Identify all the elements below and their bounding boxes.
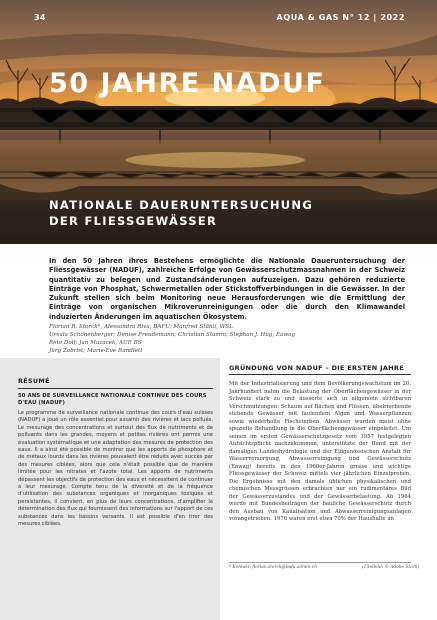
resume-title: 50 ANS DE SURVEILLANCE NATIONALE CONTINUE DES COURS D'EAU (NADUF) (18, 393, 207, 407)
page-number: 34 (34, 13, 46, 22)
contact-footnote: * Kontakt: florian.storck@bafu.admin.ch (229, 565, 317, 570)
resume-label: RÉSUMÉ (18, 378, 50, 385)
section-heading: GRÜNDUNG VON NADUF – DIE ERSTEN JAHRE (229, 364, 404, 372)
photo-credit: (Titelbild: © Adobe Stock) (362, 565, 420, 570)
author-line: Reto Dolf; Jan Mazacek, AUE BS (49, 340, 142, 346)
footnote-divider (229, 562, 411, 563)
subtitle-line-2: DER FLIESSGEWÄSSER (49, 214, 218, 228)
author-line: Florian R. Storck*, Alessandra Riva, BAFU; Manfred Stähli, WSL (49, 324, 233, 330)
resume-divider (18, 388, 213, 389)
author-line: Jürg Zobrist; Marie-Ève Randlett (49, 348, 143, 354)
author-line: Ursula Schönenberger; Denise Freudemann; Christian Stamm; Stephan J. Hug, Eawag (49, 332, 296, 338)
hero-photo (0, 0, 437, 244)
article-title: 50 JAHRE NADUF (49, 68, 326, 99)
section-divider (229, 374, 411, 375)
resume-body: Le programme de surveillance nationale continue des cours d'eau suisses (NADUF) a joué un rôle essentiel pour assainir des rivières et lacs pollués. Le mesurage des concentrations et surtout des flux de nutriments et de polluants dans les grandes, moyens et petites rivières ont permis une évaluation systématique et une adaptation des mesures de protection des eaux. Il a ainsi été possible de montrer que les apports de phosphore et de métaux lourds dans les rivières pouvaient être réduits avec succès par des mesures ciblées, alors que cela n'était possible que de manière limitée pour les nitrates et l'azote total. Les apports de nutriments dépassent les objectifs de protection des eaux et nécessitent de continuer à leur mesurage. Compte tenu de la diversité et de la fréquence d'utilisation des substances organiques et inorganiques toxiques et persistantes, il convient, en plus de leurs concentrations, d'amplifier la détermination des flux qui fournissent des informations sur l'apport de ces substances dans les bassins versants. Il est possible d'en tirer des mesures ciblées. (18, 410, 213, 528)
article-subtitle (49, 197, 313, 229)
section-body: Mit der Industrialisierung und dem Bevölkerungswachstum im 20. Jahrhundert nahm die Belastung der Oberflächengewässer in der Schweiz stark zu und äusserte sich in allgemein sichtbaren Verschmutzungen: Schaum auf Bächen und Flüssen, übelriechende stehende Gewässer mit faulendem Algen und Wasserpflanzen sowie wiederholte Fischsterben. Abwässer wurden meist ohne spezielle Behandlung in die Oberflächengewässer eingeleitet. Um seinen im ersten Gewässerschutzgesetz vom 1957 festgelegten Aufsichtspflicht nachzukommen, unterstützte der Bund mit der damaligen Landeshydrologie und der Eidgenössischen Anstalt für Wasserversorgung, Abwasserreinigung und Gewässerschutz (Eawag) bereits in den 1960er-Jahren grosse und wichtige Fliessgewässer der Schweiz mittels vier jährlichen Einzelproben. Die Ergebnisse mit den damals üblichen physikalischen und chemischen Messgrössen erbrachten nur ein rudimentäres Bild der Gewässerzustandes und der Gewässerbelastung. Ab 1964 wurde mit Bundesbeiträgen der bauliche Gewässerschutz durch den Ausbau von Kanalisation und Abwasserreinigungsanlagen vorangetrieben. 1976 waren erst etwa 70% der Haushalte an (229, 381, 411, 522)
journal-issue: AQUA & GAS N° 12 | 2022 (276, 13, 405, 22)
resume-box (0, 358, 220, 620)
subtitle-line-1: NATIONALE DAUERUNTERSUCHUNG (49, 198, 314, 212)
author-list (49, 323, 349, 355)
lead-paragraph: In den 50 Jahren ihres Bestehens ermöglichte die Nationale Daueruntersuchung der Fliessgewässer (NADUF), zahlreiche Erfolge von Gewässerschutzmassnahmen in der Schweiz quantitativ zu belegen und Zustandsänderungen aufzuzeigen. Dazu gehören reduzierte Einträge von Phosphat, Schwermetallen oder Stickstoffverbindungen in die Gewässer. In der Zukunft stellen sich beim Monitoring neue Herausforderungen wie die Ermittlung der Einträge von organischen Mikroverunreinigungen oder die durch den Klimawandel induzierten Änderungen im aquatischen Ökosystem. (49, 257, 405, 321)
